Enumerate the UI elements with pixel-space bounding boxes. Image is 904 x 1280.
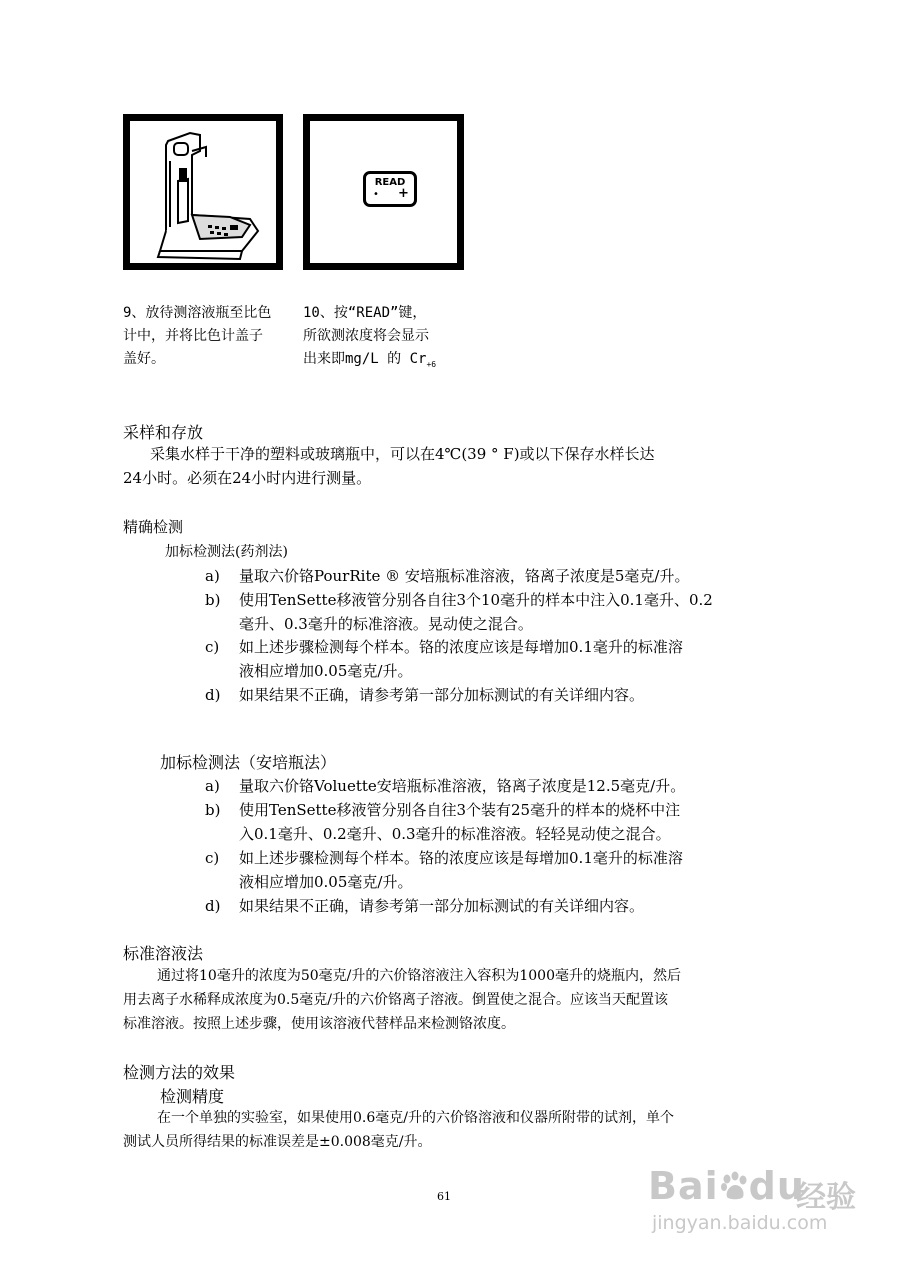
watermark-product: 经验	[796, 1180, 856, 1215]
item-text: 量取六价铬PourRite ® 安培瓶标准溶液，铬离子浓度是5毫克/升。	[239, 567, 690, 585]
item-text: 使用TenSette移液管分别各自往3个装有25毫升的样本的烧杯中注	[239, 801, 681, 819]
item-text: 入0.1毫升、0.2毫升、0.3毫升的标准溶液。轻轻晃动使之混合。	[239, 825, 671, 843]
item-label: c)	[205, 638, 220, 656]
accuracy-heading: 精确检测	[123, 518, 184, 536]
item-text: 使用TenSette移液管分别各自往3个10毫升的样本中注入0.1毫升、0.2	[239, 591, 713, 609]
method1-title: 加标检测法(药剂法)	[165, 544, 288, 560]
item-text: 如果结果不正确，请参考第一部分加标测试的有关详细内容。	[239, 686, 645, 704]
figure-colorimeter-vial	[123, 114, 283, 270]
baidu-watermark	[648, 1150, 898, 1240]
item-text: 液相应增加0.05毫克/升。	[239, 873, 413, 891]
caption-line	[303, 348, 483, 376]
watermark-brand-suffix: du	[748, 1164, 805, 1208]
item-label: b)	[205, 591, 221, 609]
standard-line-1: 通过将10毫升的浓度为50毫克/升的六价铬溶液注入容积为1000毫升的烧瓶内，然后	[157, 968, 681, 984]
sampling-heading: 采样和存放	[123, 423, 204, 442]
read-key-label: READ	[374, 177, 406, 188]
caption-line: 所欲测浓度将会显示	[303, 328, 429, 344]
watermark-brand-text: Bai	[648, 1164, 719, 1208]
item-label: d)	[205, 686, 221, 704]
method2-title: 加标检测法（安培瓶法）	[160, 753, 337, 772]
watermark-url: jingyan.baidu.com	[652, 1212, 828, 1234]
caption-line: 计中，并将比色计盖子	[123, 328, 263, 344]
page-number: 61	[437, 1190, 451, 1203]
sampling-line-1: 采集水样于干净的塑料或玻璃瓶中，可以在4℃(39 ° F)或以下保存水样长达	[150, 445, 655, 463]
effect-line-2: 测试人员所得结果的标准误差是±0.008毫克/升。	[123, 1134, 432, 1150]
minus-icon: •	[373, 189, 379, 200]
standard-line-3: 标准溶液。按照上述步骤，使用该溶液代替样品来检测铬浓度。	[123, 1016, 515, 1032]
read-key	[363, 171, 417, 207]
superscript: +6	[426, 359, 437, 369]
watermark-brand	[648, 1164, 805, 1208]
item-label: d)	[205, 897, 221, 915]
figure-9-caption	[123, 302, 293, 371]
item-text: 如果结果不正确，请参考第一部分加标测试的有关详细内容。	[239, 897, 645, 915]
item-text: 毫升、0.3毫升的标准溶液。晃动使之混合。	[239, 615, 533, 633]
effect-line-1: 在一个单独的实验室，如果使用0.6毫克/升的六价铬溶液和仪器所附带的试剂，单个	[157, 1110, 674, 1126]
standard-line-2: 用去离子水稀释成浓度为0.5毫克/升的六价铬离子溶液。倒置使之混合。应该当天配置该	[123, 992, 668, 1008]
item-text: 如上述步骤检测每个样本。铬的浓度应该是每增加0.1毫升的标准溶	[239, 638, 683, 656]
caption-line: 盖好。	[123, 351, 165, 367]
effect-subheading: 检测精度	[160, 1087, 225, 1106]
item-label: a)	[205, 777, 220, 795]
caption-text: 出来即mg/L 的 Cr	[303, 351, 427, 367]
effect-heading: 检测方法的效果	[123, 1063, 236, 1082]
plus-icon: +	[398, 186, 409, 201]
figure-read-key	[303, 114, 464, 270]
figure-10-caption	[303, 302, 483, 376]
paw-icon	[719, 1166, 749, 1196]
sampling-line-2: 24小时。必须在24小时内进行测量。	[123, 469, 372, 487]
caption-line: 9、放待测溶液瓶至比色	[123, 305, 272, 321]
item-text: 量取六价铬Voluette安培瓶标准溶液，铬离子浓度是12.5毫克/升。	[239, 777, 686, 795]
item-label: c)	[205, 849, 220, 867]
caption-line: 10、按“READ”键，	[303, 305, 427, 321]
item-label: a)	[205, 567, 220, 585]
standard-heading: 标准溶液法	[123, 944, 204, 963]
colorimeter-illustration	[130, 121, 276, 263]
item-text: 如上述步骤检测每个样本。铬的浓度应该是每增加0.1毫升的标准溶	[239, 849, 683, 867]
item-label: b)	[205, 801, 221, 819]
item-text: 液相应增加0.05毫克/升。	[239, 662, 413, 680]
